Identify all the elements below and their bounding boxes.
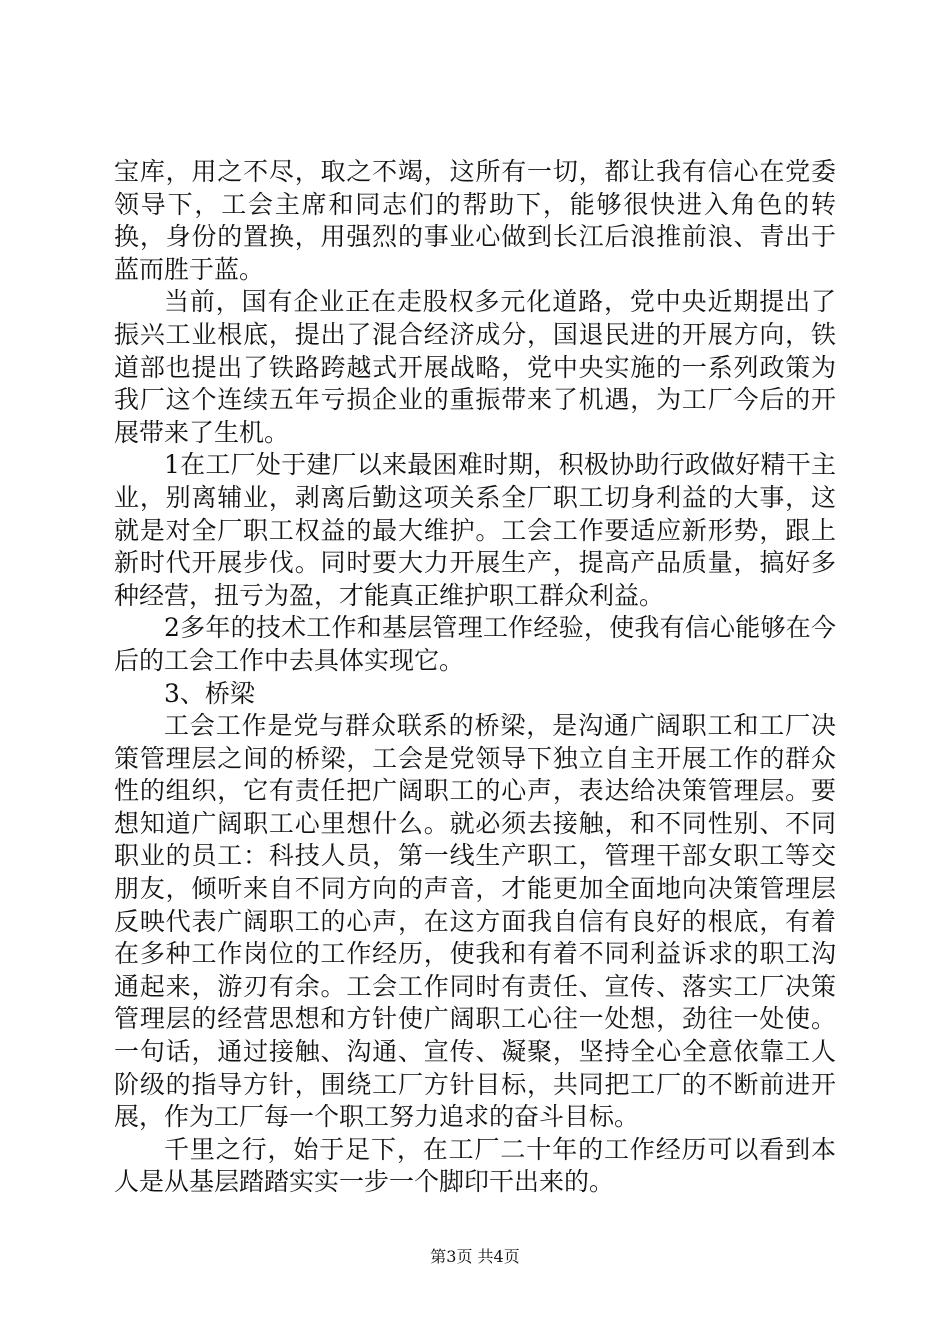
paragraph-point-2: 2多年的技术工作和基层管理工作经验，使我有信心能够在今后的工会工作中去具体实现它。 — [114, 613, 836, 675]
paragraph-point-1: 1在工厂处于建厂以来最困难时期，积极协助行政做好精干主业，别离辅业，剥离后勤这项关系全厂职工切身利益的大事，这就是对全厂职工权益的最大维护。工会工作要适应新形势，跟上新时代开展步伐。同时要大力开展生产，提高产品质量，搞好多种经营，扭亏为盈，才能真正维护职工群众利益。 — [114, 450, 836, 610]
page-footer: 第3页 共4页 — [430, 1247, 520, 1266]
heading-bridge: 3、桥梁 — [164, 678, 255, 708]
paragraph-closing: 千里之行，始于足下，在工厂二十年的工作经历可以看到本人是从基层踏踏实实一步一个脚印干出来的。 — [114, 1134, 836, 1197]
document-body — [114, 156, 836, 1199]
paragraph-current-situation: 当前，国有企业正在走股权多元化道路，党中央近期提出了振兴工业根底，提出了混合经济成分，国退民进的开展方向，铁道部也提出了铁路跨越式开展战略，党中央实施的一系列政策为我厂这个连续五年亏损企业的重振带来了机遇，为工厂今后的开展带来了生机。 — [114, 287, 836, 447]
paragraph-continuation: 宝库，用之不尽，取之不竭，这所有一切，都让我有信心在党委领导下，工会主席和同志们的帮助下，能够很快进入角色的转换，身份的置换，用强烈的事业心做到长江后浪推前浪、青出于蓝而胜于蓝。 — [114, 157, 836, 284]
paragraph-bridge: 工会工作是党与群众联系的桥梁，是沟通广阔职工和工厂决策管理层之间的桥梁，工会是党领导下独立自主开展工作的群众性的组织，它有责任把广阔职工的心声，表达给决策管理层。要想知道广阔职工心里想什么。就必须去接触，和不同性别、不同职业的员工：科技人员，第一线生产职工，管理干部女职工等交朋友，倾听来自不同方向的声音，才能更加全面地向决策管理层反映代表广阔职工的心声，在这方面我自信有良好的根底，有着在多种工作岗位的工作经历，使我和有着不同利益诉求的职工沟通起来，游刃有余。工会工作同时有责任、宣传、落实工厂决策管理层的经营思想和方针使广阔职工心往一处想，劲往一处使。一句话，通过接触、沟通、宣传、凝聚，坚持全心全意依靠工人阶级的指导方针，围绕工厂方针目标，共同把工厂的不断前进开展，作为工厂每一个职工努力追求的奋斗目标。 — [114, 711, 836, 1132]
